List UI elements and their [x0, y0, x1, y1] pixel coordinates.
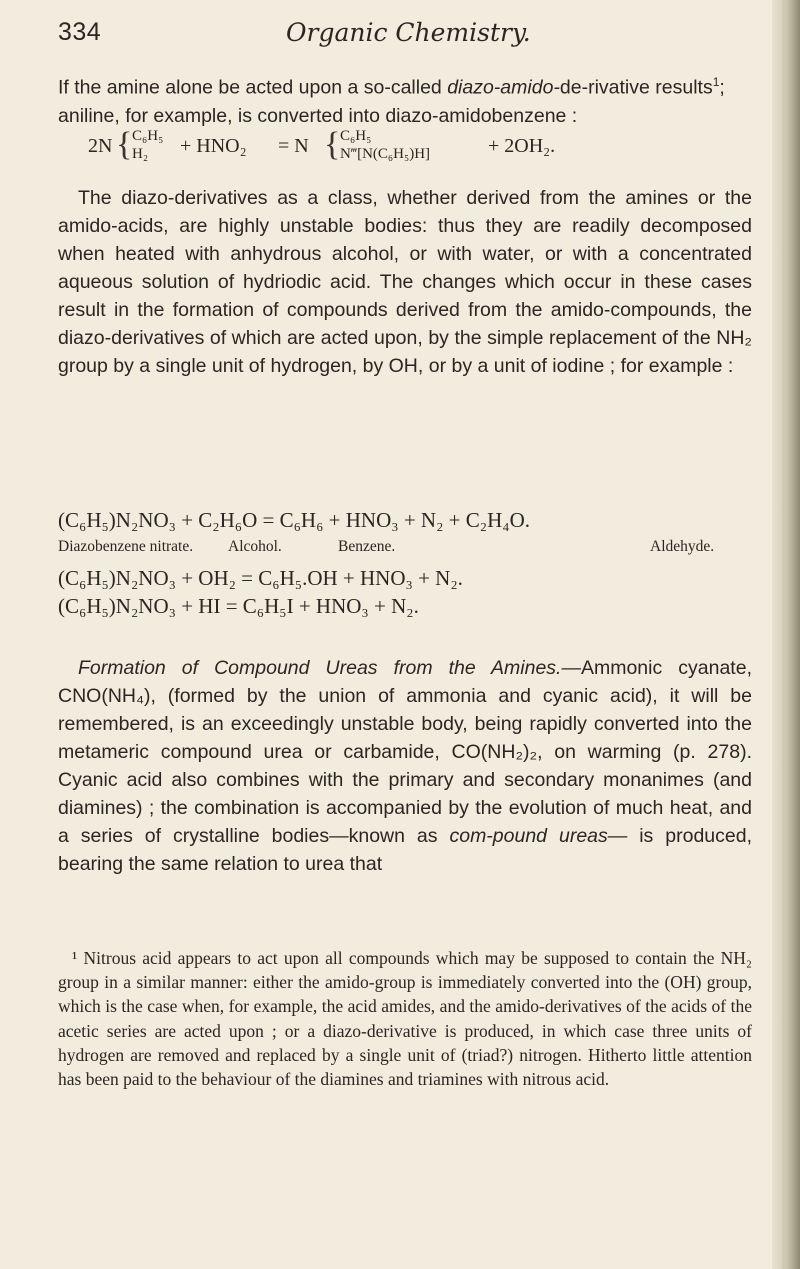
running-title: Organic Chemistry. [286, 18, 531, 47]
section-heading: Formation of Compound Ureas from the Amines. [78, 657, 562, 679]
eq1-rhs-top: C₆H₅ [340, 128, 372, 144]
paragraph-intro [58, 68, 752, 130]
eq1-reagent: + HNO₂ [180, 135, 247, 157]
page-edge [772, 0, 800, 1269]
intro-text-2: de-rivative results [559, 76, 713, 99]
caption-alcohol: Alcohol. [228, 538, 282, 555]
ureas-text-2: — is produced, bearing the same relation to urea that [58, 825, 752, 875]
caption-benzene: Benzene. [338, 538, 396, 555]
eq1-equals: = N [278, 135, 309, 157]
ureas-italic-term: com-pound ureas [449, 825, 608, 847]
equation-hydriodic: (C₆H₅)N₂NO₃ + HI = C₆H₅I + HNO₃ + N₂. [58, 594, 419, 618]
page-header [58, 18, 758, 58]
intro-text-1: If the amine alone be acted upon a so-called [58, 76, 448, 99]
equation-diazoamidobenzene [88, 126, 728, 172]
paragraph-diazo-derivatives: The diazo-derivatives as a class, whether derived from the amines or the amido-acids, are highly unstable bodies: thus they are readily decomposed when heated with anhydrous alcohol, or with water, or with a concentrated aqueous solution of hydriodic acid. The changes which occur in these cases result in the formation of compounds derived from the amido-compounds, the diazo-derivatives of which are acted upon, by the simple replacement of the NH₂ group by a single unit of hydrogen, by OH, or by a unit of iodine ; for example : [58, 187, 752, 377]
intro-italic-term: diazo-amido- [447, 76, 560, 99]
eq1-brace-right: { [324, 126, 341, 163]
eq1-lhs-top: C₆H₅ [132, 128, 164, 144]
paragraph-compound-ureas [58, 654, 752, 878]
page-edge-line [782, 0, 786, 1269]
ureas-text-1: —Ammonic cyanate, CNO(NH₄), (formed by the union of ammonia and cyanic acid), it will be remembered, is an exceedingly unstable body, being rapidly converted into the metameric compound urea or carbamide, CO(NH₂)₂, on warming (p. 278). Cyanic acid also combines with the primary and secondary monanimes (and diamines) ; the combination is accompanied by the evolution of much heat, and a series of crystalline bodies—known as [58, 657, 752, 847]
eq1-brace-left: { [116, 126, 133, 163]
intro-text-3: ; aniline, for example, is converted into diazo-amidobenzene : [58, 76, 725, 127]
footnote: ¹ Nitrous acid appears to act upon all compounds which may be supposed to contain the NH₂ group in a similar manner: either the amido-group is immediately converted into the (OH) group, which is the case when, for example, the acid amides, and the amido-derivatives of the acids of the acetic series are acted upon ; or a diazo-derivative is produced, in which case three units of hydrogen are removed and replaced by a single unit of (triad?) nitrogen. Hitherto little attention has been paid to the behaviour of the diamines and triamines with nitrous acid. [58, 948, 752, 1090]
eq1-rhs-bottom: N‴[N(C₆H₅)H] [340, 146, 431, 162]
eq1-product: + 2OH₂. [488, 135, 556, 157]
caption-diazobenzene-nitrate: Diazobenzene nitrate. [58, 538, 194, 555]
eq1-lhs-bottom: H₂ [132, 146, 149, 162]
caption-aldehyde: Aldehyde. [650, 538, 715, 555]
equation-water: (C₆H₅)N₂NO₃ + OH₂ = C₆H₅.OH + HNO₃ + N₂. [58, 566, 463, 590]
footnote-marker: 1 [712, 75, 720, 89]
page-number: 334 [58, 18, 102, 46]
equation-alcohol: (C₆H₅)N₂NO₃ + C₂H₆O = C₆H₆ + HNO₃ + N₂ + C₂H₄O. [58, 508, 530, 532]
eq1-coefficient: 2N [88, 135, 113, 157]
